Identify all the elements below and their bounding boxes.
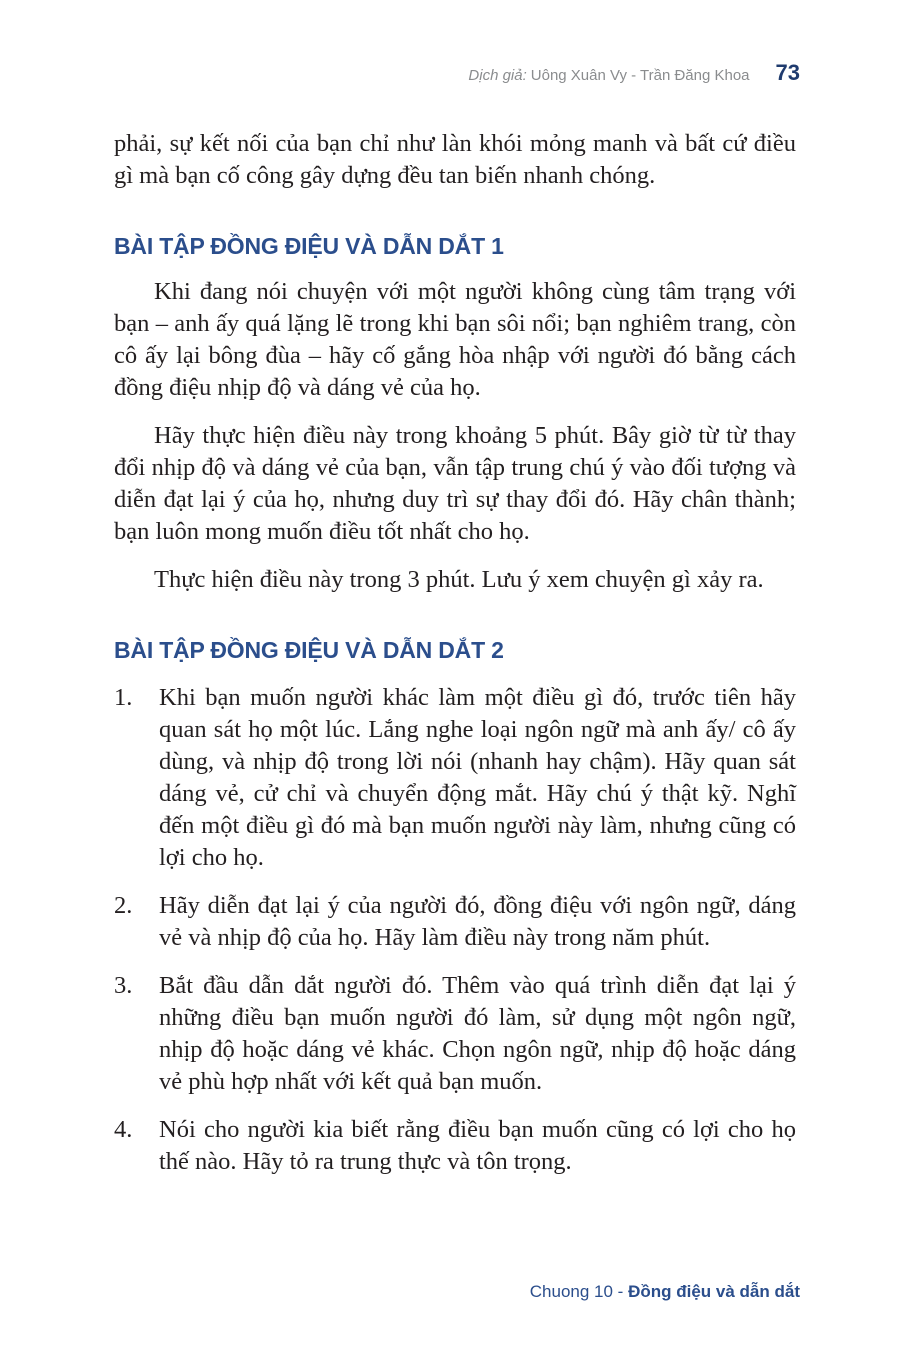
exercise-1-paragraph: Hãy thực hiện điều này trong khoảng 5 phút. Bây giờ từ từ thay đổi nhịp độ và dáng vẻ của bạn, vẫn tập trung chú ý vào đối tượng và diễn đạt lại ý của họ, nhưng duy trì sự thay đổi đó. Hãy chân thành; bạn luôn mong muốn điều tốt nhất cho họ. <box>114 422 796 545</box>
step-text: Nói cho người kia biết rằng điều bạn muốn cũng có lợi cho họ thế nào. Hãy tỏ ra trung thực và tôn trọng. <box>159 1116 796 1175</box>
exercise-1-heading: BÀI TẬP ĐỒNG ĐIỆU VÀ DẪN DẮT 1 <box>114 233 504 259</box>
exercise-2-steps <box>114 682 796 1178</box>
chapter-label: Chuong 10 - <box>529 1282 624 1301</box>
intro-paragraph: phải, sự kết nối của bạn chỉ như làn khói mỏng manh và bất cứ điều gì mà bạn cố công gây dựng đều tan biến nhanh chóng. <box>114 130 796 189</box>
page-number: 73 <box>775 60 800 85</box>
list-item <box>114 1114 796 1178</box>
page-body <box>114 128 796 1194</box>
list-item <box>114 970 796 1098</box>
exercise-1-paragraph: Khi đang nói chuyện với một người không cùng tâm trạng với bạn – anh ấy quá lặng lẽ trong khi bạn sôi nổi; bạn nghiêm trang, còn cô ấy lại bông đùa – hãy cố gắng hòa nhập với người đó bằng cách đồng điệu nhịp độ và dáng vẻ của họ. <box>114 278 796 401</box>
step-number: 4. <box>114 1116 133 1143</box>
chapter-title: Đồng điệu và dẫn dắt <box>628 1282 800 1301</box>
running-header <box>468 60 800 86</box>
step-number: 2. <box>114 892 133 919</box>
step-text: Hãy diễn đạt lại ý của người đó, đồng điệu với ngôn ngữ, dáng vẻ và nhịp độ của họ. Hãy làm điều này trong năm phút. <box>159 892 796 951</box>
translator-names: Uông Xuân Vy - Trần Đăng Khoa <box>530 67 750 84</box>
step-text: Bắt đầu dẫn dắt người đó. Thêm vào quá trình diễn đạt lại ý những điều bạn muốn người đó làm, sử dụng một ngôn ngữ, nhịp độ hoặc dáng vẻ khác. Chọn ngôn ngữ, nhịp độ hoặc dáng vẻ phù hợp nhất với kết quả bạn muốn. <box>159 972 796 1095</box>
translator-label: Dịch giả: <box>468 67 527 84</box>
step-number: 3. <box>114 972 133 999</box>
exercise-1-paragraph: Thực hiện điều này trong 3 phút. Lưu ý xem chuyện gì xảy ra. <box>154 566 764 593</box>
step-text: Khi bạn muốn người khác làm một điều gì đó, trước tiên hãy quan sát họ một lúc. Lắng nghe loại ngôn ngữ mà anh ấy/ cô ấy dùng, và nhịp độ trong lời nói (nhanh hay chậm). Hãy quan sát dáng vẻ, cử chỉ và chuyển động mắt. Hãy chú ý thật kỹ. Nghĩ đến một điều gì đó mà bạn muốn người này làm, nhưng cũng có lợi cho họ. <box>159 684 796 871</box>
step-number: 1. <box>114 684 133 711</box>
list-item <box>114 890 796 954</box>
list-item <box>114 682 796 874</box>
exercise-2-heading: BÀI TẬP ĐỒNG ĐIỆU VÀ DẪN DẮT 2 <box>114 637 504 663</box>
running-footer <box>530 1282 800 1302</box>
